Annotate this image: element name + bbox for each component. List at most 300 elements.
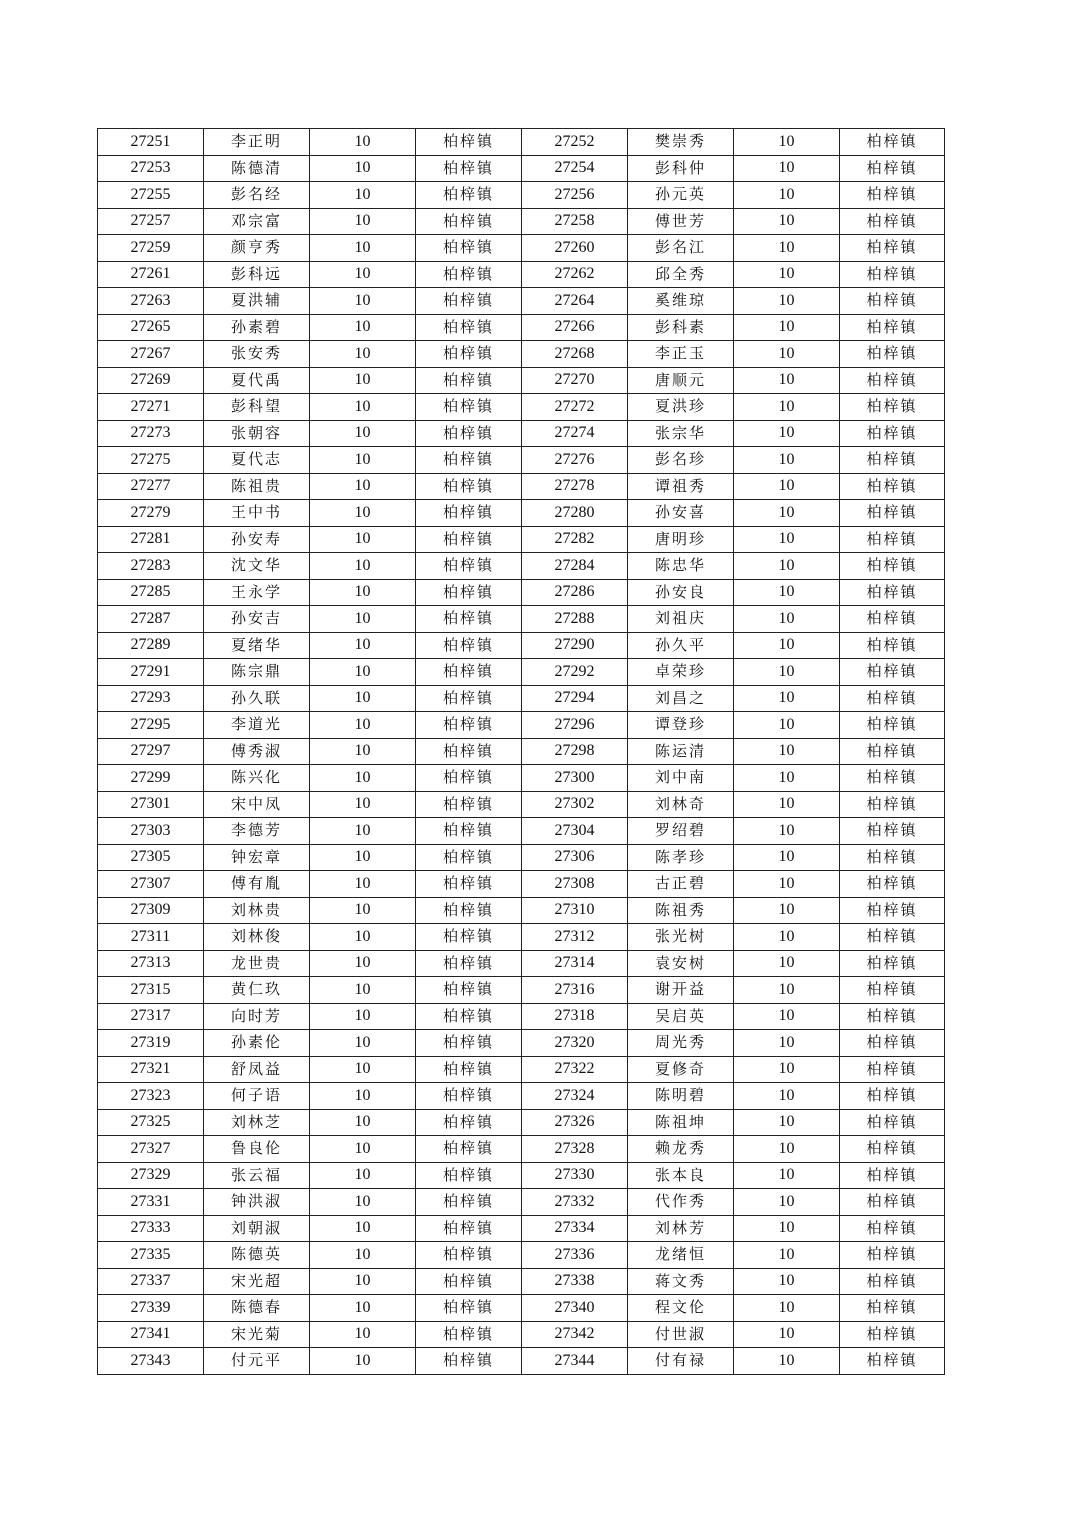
amount-cell: 10 xyxy=(734,1348,840,1375)
name-cell: 彭科素 xyxy=(628,314,734,341)
table-row xyxy=(98,1189,945,1216)
name-cell: 鲁良伦 xyxy=(204,1136,310,1163)
town-cell: 柏梓镇 xyxy=(416,500,522,527)
id-cell: 27279 xyxy=(98,500,204,527)
amount-cell: 10 xyxy=(310,791,416,818)
amount-cell: 10 xyxy=(310,288,416,315)
id-cell: 27278 xyxy=(522,473,628,500)
name-cell: 何子语 xyxy=(204,1083,310,1110)
name-cell: 唐顺元 xyxy=(628,367,734,394)
town-cell: 柏梓镇 xyxy=(840,1189,945,1216)
name-cell: 刘林俊 xyxy=(204,924,310,951)
id-cell: 27308 xyxy=(522,871,628,898)
roster-table xyxy=(97,128,945,1375)
town-cell: 柏梓镇 xyxy=(416,924,522,951)
amount-cell: 10 xyxy=(310,1295,416,1322)
name-cell: 刘昌之 xyxy=(628,685,734,712)
town-cell: 柏梓镇 xyxy=(416,208,522,235)
id-cell: 27285 xyxy=(98,579,204,606)
name-cell: 唐明珍 xyxy=(628,526,734,553)
name-cell: 夏代禹 xyxy=(204,367,310,394)
town-cell: 柏梓镇 xyxy=(840,897,945,924)
town-cell: 柏梓镇 xyxy=(840,1056,945,1083)
amount-cell: 10 xyxy=(734,632,840,659)
town-cell: 柏梓镇 xyxy=(416,155,522,182)
name-cell: 傅秀淑 xyxy=(204,738,310,765)
town-cell: 柏梓镇 xyxy=(416,235,522,262)
amount-cell: 10 xyxy=(310,738,416,765)
name-cell: 卓荣珍 xyxy=(628,659,734,686)
id-cell: 27281 xyxy=(98,526,204,553)
table-row xyxy=(98,844,945,871)
amount-cell: 10 xyxy=(310,208,416,235)
amount-cell: 10 xyxy=(310,659,416,686)
id-cell: 27311 xyxy=(98,924,204,951)
id-cell: 27269 xyxy=(98,367,204,394)
town-cell: 柏梓镇 xyxy=(416,1189,522,1216)
table-row xyxy=(98,553,945,580)
id-cell: 27328 xyxy=(522,1136,628,1163)
name-cell: 李正明 xyxy=(204,129,310,156)
amount-cell: 10 xyxy=(310,553,416,580)
town-cell: 柏梓镇 xyxy=(416,897,522,924)
id-cell: 27273 xyxy=(98,420,204,447)
amount-cell: 10 xyxy=(734,367,840,394)
amount-cell: 10 xyxy=(734,1083,840,1110)
id-cell: 27335 xyxy=(98,1242,204,1269)
town-cell: 柏梓镇 xyxy=(416,526,522,553)
id-cell: 27322 xyxy=(522,1056,628,1083)
name-cell: 李道光 xyxy=(204,712,310,739)
id-cell: 27283 xyxy=(98,553,204,580)
name-cell: 刘林奇 xyxy=(628,791,734,818)
name-cell: 夏洪珍 xyxy=(628,394,734,421)
town-cell: 柏梓镇 xyxy=(840,1109,945,1136)
amount-cell: 10 xyxy=(734,659,840,686)
id-cell: 27267 xyxy=(98,341,204,368)
id-cell: 27312 xyxy=(522,924,628,951)
amount-cell: 10 xyxy=(734,871,840,898)
amount-cell: 10 xyxy=(734,261,840,288)
name-cell: 钟宏章 xyxy=(204,844,310,871)
amount-cell: 10 xyxy=(310,1242,416,1269)
town-cell: 柏梓镇 xyxy=(840,447,945,474)
roster-table-body xyxy=(98,129,945,1375)
name-cell: 沈文华 xyxy=(204,553,310,580)
town-cell: 柏梓镇 xyxy=(840,1268,945,1295)
town-cell: 柏梓镇 xyxy=(416,314,522,341)
town-cell: 柏梓镇 xyxy=(416,473,522,500)
id-cell: 27321 xyxy=(98,1056,204,1083)
name-cell: 舒凤益 xyxy=(204,1056,310,1083)
table-row xyxy=(98,367,945,394)
id-cell: 27330 xyxy=(522,1162,628,1189)
name-cell: 向时芳 xyxy=(204,1003,310,1030)
name-cell: 李正玉 xyxy=(628,341,734,368)
id-cell: 27277 xyxy=(98,473,204,500)
amount-cell: 10 xyxy=(734,1030,840,1057)
town-cell: 柏梓镇 xyxy=(416,579,522,606)
id-cell: 27270 xyxy=(522,367,628,394)
amount-cell: 10 xyxy=(310,367,416,394)
amount-cell: 10 xyxy=(734,1268,840,1295)
amount-cell: 10 xyxy=(734,1162,840,1189)
table-row xyxy=(98,473,945,500)
id-cell: 27334 xyxy=(522,1215,628,1242)
id-cell: 27272 xyxy=(522,394,628,421)
table-row xyxy=(98,1348,945,1375)
amount-cell: 10 xyxy=(734,844,840,871)
name-cell: 宋光菊 xyxy=(204,1321,310,1348)
id-cell: 27271 xyxy=(98,394,204,421)
name-cell: 陈祖坤 xyxy=(628,1109,734,1136)
amount-cell: 10 xyxy=(310,897,416,924)
town-cell: 柏梓镇 xyxy=(416,738,522,765)
id-cell: 27309 xyxy=(98,897,204,924)
name-cell: 张安秀 xyxy=(204,341,310,368)
id-cell: 27340 xyxy=(522,1295,628,1322)
name-cell: 龙绪恒 xyxy=(628,1242,734,1269)
amount-cell: 10 xyxy=(734,420,840,447)
amount-cell: 10 xyxy=(310,871,416,898)
name-cell: 陈德春 xyxy=(204,1295,310,1322)
id-cell: 27310 xyxy=(522,897,628,924)
town-cell: 柏梓镇 xyxy=(840,579,945,606)
id-cell: 27301 xyxy=(98,791,204,818)
table-row xyxy=(98,579,945,606)
amount-cell: 10 xyxy=(734,579,840,606)
table-row xyxy=(98,1162,945,1189)
id-cell: 27306 xyxy=(522,844,628,871)
name-cell: 谭登珍 xyxy=(628,712,734,739)
name-cell: 袁安树 xyxy=(628,950,734,977)
town-cell: 柏梓镇 xyxy=(416,1056,522,1083)
amount-cell: 10 xyxy=(310,129,416,156)
amount-cell: 10 xyxy=(734,553,840,580)
amount-cell: 10 xyxy=(734,447,840,474)
table-row xyxy=(98,1136,945,1163)
amount-cell: 10 xyxy=(734,950,840,977)
town-cell: 柏梓镇 xyxy=(416,685,522,712)
town-cell: 柏梓镇 xyxy=(840,129,945,156)
amount-cell: 10 xyxy=(734,1109,840,1136)
amount-cell: 10 xyxy=(734,712,840,739)
name-cell: 孙安良 xyxy=(628,579,734,606)
amount-cell: 10 xyxy=(734,897,840,924)
id-cell: 27257 xyxy=(98,208,204,235)
amount-cell: 10 xyxy=(734,1321,840,1348)
amount-cell: 10 xyxy=(310,765,416,792)
name-cell: 谭祖秀 xyxy=(628,473,734,500)
town-cell: 柏梓镇 xyxy=(416,950,522,977)
name-cell: 孙安喜 xyxy=(628,500,734,527)
amount-cell: 10 xyxy=(310,261,416,288)
table-row xyxy=(98,1056,945,1083)
amount-cell: 10 xyxy=(310,1215,416,1242)
amount-cell: 10 xyxy=(310,1083,416,1110)
id-cell: 27260 xyxy=(522,235,628,262)
amount-cell: 10 xyxy=(734,1136,840,1163)
name-cell: 张宗华 xyxy=(628,420,734,447)
name-cell: 刘朝淑 xyxy=(204,1215,310,1242)
town-cell: 柏梓镇 xyxy=(840,1321,945,1348)
town-cell: 柏梓镇 xyxy=(840,261,945,288)
name-cell: 古正碧 xyxy=(628,871,734,898)
name-cell: 陈德英 xyxy=(204,1242,310,1269)
id-cell: 27287 xyxy=(98,606,204,633)
town-cell: 柏梓镇 xyxy=(416,1136,522,1163)
town-cell: 柏梓镇 xyxy=(840,1003,945,1030)
amount-cell: 10 xyxy=(310,606,416,633)
id-cell: 27320 xyxy=(522,1030,628,1057)
id-cell: 27265 xyxy=(98,314,204,341)
table-row xyxy=(98,685,945,712)
town-cell: 柏梓镇 xyxy=(840,288,945,315)
amount-cell: 10 xyxy=(310,818,416,845)
town-cell: 柏梓镇 xyxy=(416,1321,522,1348)
id-cell: 27327 xyxy=(98,1136,204,1163)
town-cell: 柏梓镇 xyxy=(840,208,945,235)
town-cell: 柏梓镇 xyxy=(416,1295,522,1322)
amount-cell: 10 xyxy=(734,182,840,209)
amount-cell: 10 xyxy=(310,579,416,606)
town-cell: 柏梓镇 xyxy=(840,632,945,659)
town-cell: 柏梓镇 xyxy=(840,950,945,977)
table-row xyxy=(98,818,945,845)
name-cell: 宋光超 xyxy=(204,1268,310,1295)
id-cell: 27300 xyxy=(522,765,628,792)
town-cell: 柏梓镇 xyxy=(416,288,522,315)
amount-cell: 10 xyxy=(310,473,416,500)
id-cell: 27338 xyxy=(522,1268,628,1295)
town-cell: 柏梓镇 xyxy=(840,1162,945,1189)
amount-cell: 10 xyxy=(734,500,840,527)
town-cell: 柏梓镇 xyxy=(840,712,945,739)
amount-cell: 10 xyxy=(734,606,840,633)
town-cell: 柏梓镇 xyxy=(416,553,522,580)
table-row xyxy=(98,632,945,659)
amount-cell: 10 xyxy=(734,394,840,421)
id-cell: 27298 xyxy=(522,738,628,765)
name-cell: 彭名珍 xyxy=(628,447,734,474)
town-cell: 柏梓镇 xyxy=(840,685,945,712)
table-row xyxy=(98,1030,945,1057)
table-row xyxy=(98,791,945,818)
id-cell: 27305 xyxy=(98,844,204,871)
id-cell: 27323 xyxy=(98,1083,204,1110)
town-cell: 柏梓镇 xyxy=(840,500,945,527)
town-cell: 柏梓镇 xyxy=(416,420,522,447)
name-cell: 陈运清 xyxy=(628,738,734,765)
name-cell: 孙安寿 xyxy=(204,526,310,553)
id-cell: 27303 xyxy=(98,818,204,845)
amount-cell: 10 xyxy=(734,1242,840,1269)
town-cell: 柏梓镇 xyxy=(840,314,945,341)
name-cell: 奚维琼 xyxy=(628,288,734,315)
name-cell: 赖龙秀 xyxy=(628,1136,734,1163)
town-cell: 柏梓镇 xyxy=(416,129,522,156)
name-cell: 夏洪辅 xyxy=(204,288,310,315)
amount-cell: 10 xyxy=(310,182,416,209)
name-cell: 陈宗鼎 xyxy=(204,659,310,686)
id-cell: 27261 xyxy=(98,261,204,288)
name-cell: 陈孝珍 xyxy=(628,844,734,871)
town-cell: 柏梓镇 xyxy=(416,1215,522,1242)
amount-cell: 10 xyxy=(310,1268,416,1295)
town-cell: 柏梓镇 xyxy=(840,473,945,500)
name-cell: 陈忠华 xyxy=(628,553,734,580)
town-cell: 柏梓镇 xyxy=(840,155,945,182)
name-cell: 邓宗富 xyxy=(204,208,310,235)
name-cell: 彭科望 xyxy=(204,394,310,421)
name-cell: 付世淑 xyxy=(628,1321,734,1348)
town-cell: 柏梓镇 xyxy=(840,606,945,633)
id-cell: 27317 xyxy=(98,1003,204,1030)
town-cell: 柏梓镇 xyxy=(840,1348,945,1375)
amount-cell: 10 xyxy=(734,1056,840,1083)
name-cell: 刘林芝 xyxy=(204,1109,310,1136)
id-cell: 27341 xyxy=(98,1321,204,1348)
amount-cell: 10 xyxy=(734,526,840,553)
id-cell: 27252 xyxy=(522,129,628,156)
name-cell: 彭科仲 xyxy=(628,155,734,182)
name-cell: 傅有胤 xyxy=(204,871,310,898)
table-row xyxy=(98,950,945,977)
id-cell: 27344 xyxy=(522,1348,628,1375)
name-cell: 代作秀 xyxy=(628,1189,734,1216)
amount-cell: 10 xyxy=(310,314,416,341)
name-cell: 夏绪华 xyxy=(204,632,310,659)
town-cell: 柏梓镇 xyxy=(840,659,945,686)
name-cell: 龙世贵 xyxy=(204,950,310,977)
id-cell: 27302 xyxy=(522,791,628,818)
id-cell: 27264 xyxy=(522,288,628,315)
town-cell: 柏梓镇 xyxy=(416,1242,522,1269)
table-row xyxy=(98,897,945,924)
town-cell: 柏梓镇 xyxy=(416,1162,522,1189)
town-cell: 柏梓镇 xyxy=(840,394,945,421)
table-row xyxy=(98,606,945,633)
id-cell: 27336 xyxy=(522,1242,628,1269)
amount-cell: 10 xyxy=(310,394,416,421)
table-row xyxy=(98,341,945,368)
amount-cell: 10 xyxy=(310,1109,416,1136)
amount-cell: 10 xyxy=(734,208,840,235)
name-cell: 孙素伦 xyxy=(204,1030,310,1057)
table-row xyxy=(98,526,945,553)
amount-cell: 10 xyxy=(734,977,840,1004)
name-cell: 彭名江 xyxy=(628,235,734,262)
table-row xyxy=(98,235,945,262)
name-cell: 吴启英 xyxy=(628,1003,734,1030)
name-cell: 刘林芳 xyxy=(628,1215,734,1242)
table-row xyxy=(98,500,945,527)
id-cell: 27339 xyxy=(98,1295,204,1322)
town-cell: 柏梓镇 xyxy=(840,367,945,394)
id-cell: 27276 xyxy=(522,447,628,474)
amount-cell: 10 xyxy=(310,1321,416,1348)
name-cell: 罗绍碧 xyxy=(628,818,734,845)
id-cell: 27315 xyxy=(98,977,204,1004)
table-row xyxy=(98,1083,945,1110)
amount-cell: 10 xyxy=(734,1189,840,1216)
id-cell: 27254 xyxy=(522,155,628,182)
table-row xyxy=(98,712,945,739)
town-cell: 柏梓镇 xyxy=(840,977,945,1004)
town-cell: 柏梓镇 xyxy=(840,844,945,871)
amount-cell: 10 xyxy=(734,738,840,765)
amount-cell: 10 xyxy=(310,1136,416,1163)
name-cell: 付有禄 xyxy=(628,1348,734,1375)
id-cell: 27258 xyxy=(522,208,628,235)
table-row xyxy=(98,288,945,315)
amount-cell: 10 xyxy=(734,924,840,951)
town-cell: 柏梓镇 xyxy=(416,1030,522,1057)
amount-cell: 10 xyxy=(310,155,416,182)
name-cell: 夏代志 xyxy=(204,447,310,474)
id-cell: 27275 xyxy=(98,447,204,474)
town-cell: 柏梓镇 xyxy=(416,765,522,792)
name-cell: 孙久平 xyxy=(628,632,734,659)
table-row xyxy=(98,208,945,235)
town-cell: 柏梓镇 xyxy=(416,818,522,845)
town-cell: 柏梓镇 xyxy=(840,1030,945,1057)
amount-cell: 10 xyxy=(734,288,840,315)
name-cell: 蒋文秀 xyxy=(628,1268,734,1295)
table-row xyxy=(98,1268,945,1295)
town-cell: 柏梓镇 xyxy=(840,818,945,845)
table-row xyxy=(98,924,945,951)
id-cell: 27326 xyxy=(522,1109,628,1136)
amount-cell: 10 xyxy=(734,685,840,712)
table-row xyxy=(98,1215,945,1242)
amount-cell: 10 xyxy=(310,712,416,739)
amount-cell: 10 xyxy=(310,1003,416,1030)
id-cell: 27274 xyxy=(522,420,628,447)
id-cell: 27337 xyxy=(98,1268,204,1295)
amount-cell: 10 xyxy=(734,1003,840,1030)
id-cell: 27297 xyxy=(98,738,204,765)
name-cell: 傅世芳 xyxy=(628,208,734,235)
amount-cell: 10 xyxy=(310,447,416,474)
name-cell: 张光树 xyxy=(628,924,734,951)
town-cell: 柏梓镇 xyxy=(416,261,522,288)
table-row xyxy=(98,314,945,341)
name-cell: 谢开益 xyxy=(628,977,734,1004)
name-cell: 张云福 xyxy=(204,1162,310,1189)
name-cell: 周光秀 xyxy=(628,1030,734,1057)
name-cell: 王永学 xyxy=(204,579,310,606)
name-cell: 陈德清 xyxy=(204,155,310,182)
id-cell: 27293 xyxy=(98,685,204,712)
id-cell: 27331 xyxy=(98,1189,204,1216)
name-cell: 颜亨秀 xyxy=(204,235,310,262)
id-cell: 27291 xyxy=(98,659,204,686)
name-cell: 邱全秀 xyxy=(628,261,734,288)
id-cell: 27316 xyxy=(522,977,628,1004)
id-cell: 27313 xyxy=(98,950,204,977)
id-cell: 27342 xyxy=(522,1321,628,1348)
id-cell: 27282 xyxy=(522,526,628,553)
town-cell: 柏梓镇 xyxy=(416,871,522,898)
town-cell: 柏梓镇 xyxy=(840,1242,945,1269)
table-row xyxy=(98,659,945,686)
town-cell: 柏梓镇 xyxy=(840,1295,945,1322)
amount-cell: 10 xyxy=(310,685,416,712)
id-cell: 27286 xyxy=(522,579,628,606)
name-cell: 彭名经 xyxy=(204,182,310,209)
table-row xyxy=(98,420,945,447)
